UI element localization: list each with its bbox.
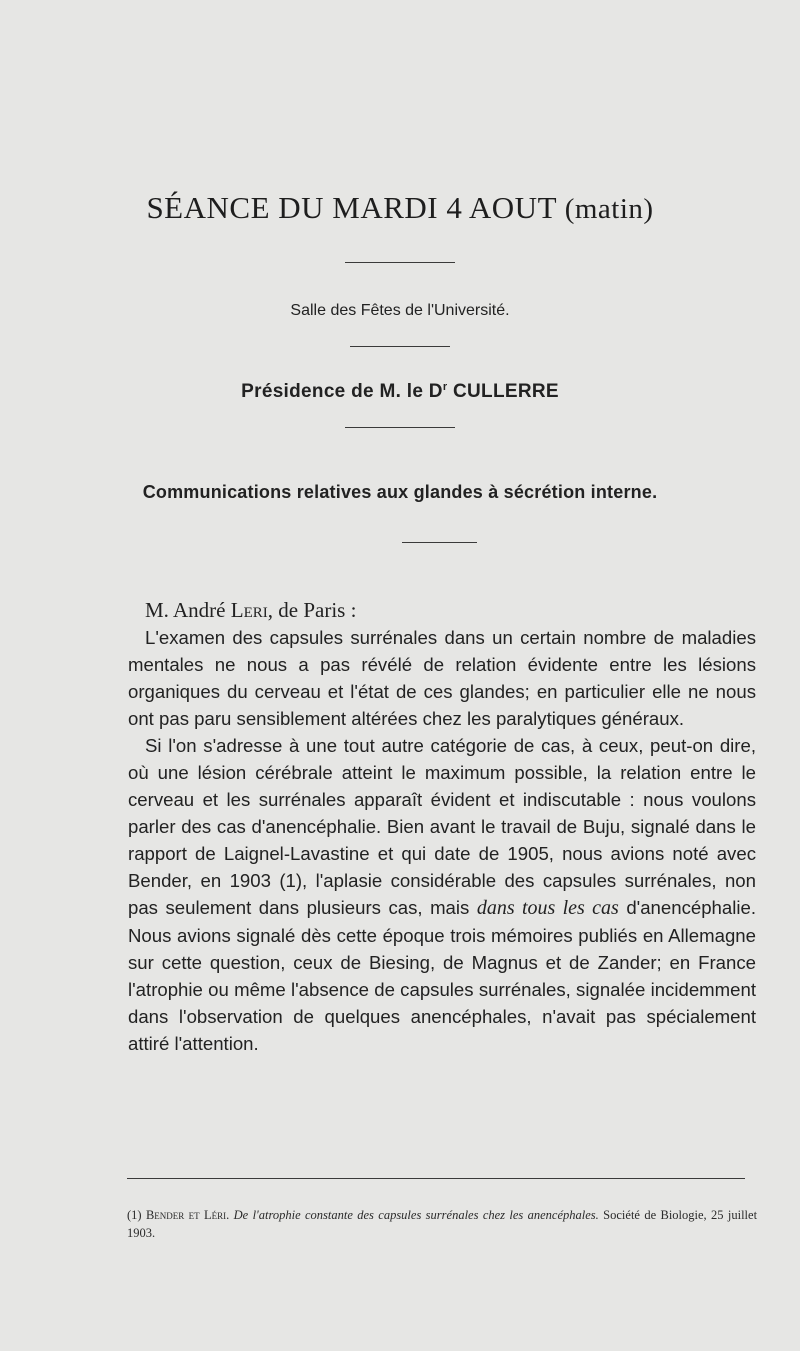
session-title-sub: (matin) [564,193,654,225]
divider [345,262,455,263]
footnote-authors: Bender et Léri. [145,1208,230,1222]
paragraph [128,732,756,1057]
presidency [0,381,800,403]
section-heading: Communications relatives aux glandes à sécrétion interne. [142,482,658,502]
session-title [0,190,800,226]
presidency-prefix: Présidence de M. le D [241,381,443,402]
venue: Salle des Fêtes de l'Université. [290,302,510,319]
footnote [127,1206,757,1242]
body-text [128,624,756,1057]
divider [350,346,450,347]
divider [345,427,455,428]
footnote-title: De l'atrophie constante des capsules surrénales chez les anencéphales. [233,1208,599,1222]
speaker-prefix: M. André [145,598,226,622]
footnote-source: Société de Biologie, 25 juillet 1903. [127,1208,758,1240]
presidency-name: CULLERRE [453,381,559,402]
footnote-divider [127,1178,745,1179]
divider [402,542,477,543]
paragraph-text: Si l'on s'adresse à une tout autre catégorie de cas, à ceux, peut-on dire, où une lésion cérébrale atteint le maximum possible, la relation entre le cerveau et les surrénales apparaît évident et indiscutable : nous voulons parler des cas d'anencéphalie. Bien avant le travail de Buju, signalé dans le rapport de Laignel-Lavastine et qui date de 1905, nous avions noté avec Bender, en 1903 (1), l'aplasie considérable des capsules surrénales, non pas seulement dans plusieurs cas, mais [128,735,756,918]
paragraph-text: d'anencéphalie. Nous avions signalé dès cette époque trois mémoires publiés en Allemagne sur cette question, ceux de Biesing, de Magnus et de Zander; en France l'atrophie ou même l'absence de capsules surrénales, signalée incidemment dans l'observation de quelques anencéphales, n'avait pas spécialement attiré l'attention. [128,897,756,1054]
session-title-main: SÉANCE DU MARDI 4 AOUT [146,190,557,225]
presidency-sup: r [442,381,448,393]
speaker-name: Leri [230,598,268,622]
paragraph-emphasis: dans tous les cas [476,897,619,919]
speaker-line [145,598,356,623]
footnote-number: (1) [127,1208,142,1222]
paragraph: L'examen des capsules surrénales dans un certain nombre de maladies mentales ne nous a pas révélé de relation évidente entre les lésions organiques du cerveau et l'état de ces glandes; en particulier elle ne nous ont pas paru sensiblement altérées chez les paralytiques généraux. [128,627,756,729]
speaker-suffix: , de Paris : [267,598,357,622]
